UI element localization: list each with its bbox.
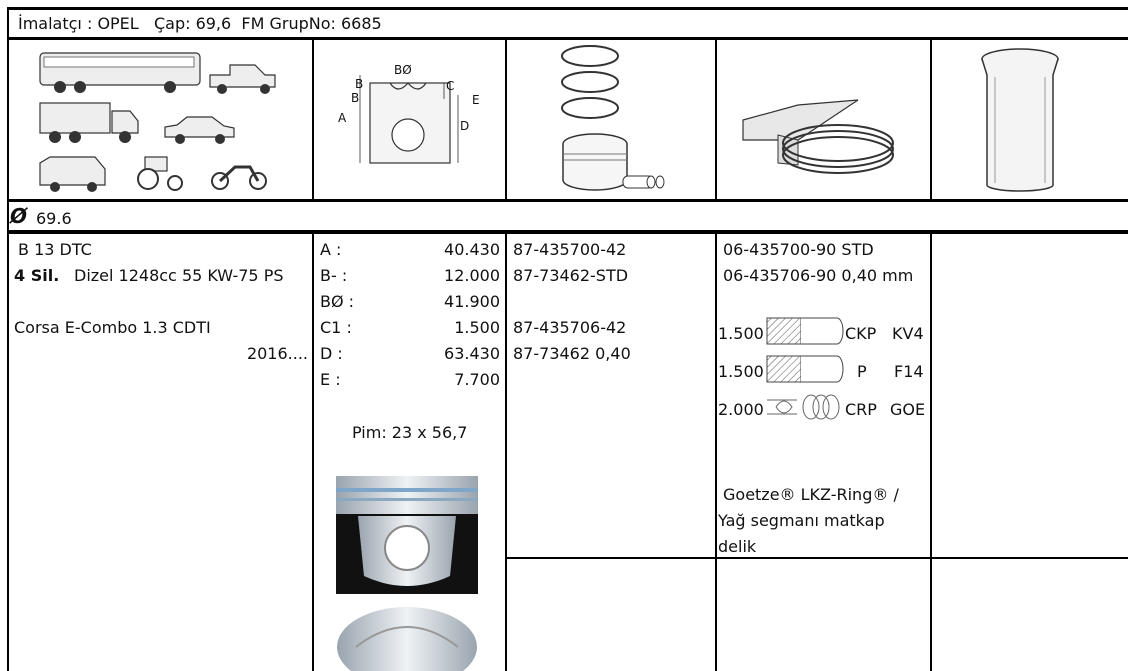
col-line-1b xyxy=(312,232,314,671)
diameter-divider xyxy=(8,230,1128,234)
cylinder-liner-icon xyxy=(965,45,1075,195)
dim-value-bo: 41.900 xyxy=(444,292,500,311)
piston-part-2: 87-73462-STD xyxy=(513,266,629,285)
diagram-label-b: B xyxy=(355,77,364,91)
ring-note-2: Yağ segmanı matkap xyxy=(718,511,885,530)
col-line-1 xyxy=(312,37,314,202)
dim-value-d: 63.430 xyxy=(444,344,500,363)
cylinder-count: 4 Sil. xyxy=(14,266,60,285)
ring-part-1: 06-435700-90 STD xyxy=(723,240,874,259)
col-line-3 xyxy=(715,37,717,202)
ring-type-1: CKP xyxy=(845,324,877,343)
dim-value-a: 40.430 xyxy=(444,240,500,259)
piston-photo xyxy=(336,472,478,671)
engine-description: Dizel 1248cc 55 KW-75 PS xyxy=(74,266,284,285)
header-divider xyxy=(8,37,1128,40)
piston-rings-icon xyxy=(545,42,675,197)
ring-type-3: CRP xyxy=(845,400,877,419)
dim-label-e: E : xyxy=(320,370,341,389)
ring-note-1: Goetze® LKZ-Ring® / xyxy=(723,485,899,504)
ring-code-1: KV4 xyxy=(892,324,924,343)
ring-part-2: 06-435706-90 0,40 mm xyxy=(723,266,914,285)
dim-label-a: A : xyxy=(320,240,342,259)
diagram-label-b2: B xyxy=(351,91,360,105)
piston-part-3: 87-435706-42 xyxy=(513,318,627,337)
vehicle-model: Corsa E-Combo 1.3 CDTI xyxy=(14,318,211,337)
diagram-label-d: D xyxy=(460,119,470,133)
ring-code-2: F14 xyxy=(894,362,924,381)
col-line-3b xyxy=(715,232,717,671)
ring-note-3: delik xyxy=(718,537,757,556)
diagram-label-e: E xyxy=(472,93,480,107)
lower-divider xyxy=(506,557,1128,559)
ring-type-2: P xyxy=(857,362,867,381)
dim-value-c1: 1.500 xyxy=(454,318,500,337)
engine-code: B 13 DTC xyxy=(18,240,92,259)
dim-label-c1: C1 : xyxy=(320,318,352,337)
col-line-2b xyxy=(505,232,507,671)
pin-size: Pim: 23 x 56,7 xyxy=(352,423,468,442)
dim-value-e: 7.700 xyxy=(454,370,500,389)
top-border xyxy=(8,7,1128,10)
diagram-label-bo: BØ xyxy=(394,63,412,77)
model-year: 2016.... xyxy=(246,344,308,363)
diagram-label-c: C xyxy=(446,79,455,93)
ring-profile-1-icon xyxy=(766,316,846,346)
icons-divider xyxy=(8,199,1128,202)
col-line-4b xyxy=(930,232,932,671)
col-line-2 xyxy=(505,37,507,202)
vehicle-types-icon xyxy=(30,45,290,195)
dim-label-bo: BØ : xyxy=(320,292,355,311)
ring-width-3: 2.000 xyxy=(718,400,764,419)
ring-profile-2-icon xyxy=(766,354,846,384)
ring-width-1: 1.500 xyxy=(718,324,764,343)
diagram-label-a: A xyxy=(338,111,347,125)
dim-label-d: D : xyxy=(320,344,343,363)
header-title: İmalatçı : OPEL Çap: 69,6 FM GrupNo: 6685 xyxy=(18,14,382,33)
diameter-value: 69.6 xyxy=(36,209,72,228)
ring-code-3: GOE xyxy=(890,400,926,419)
col-line-4 xyxy=(930,37,932,202)
ring-set-box-icon xyxy=(738,95,913,180)
piston-part-4: 87-73462 0,40 xyxy=(513,344,631,363)
ring-profile-3-icon xyxy=(766,392,846,422)
diameter-symbol: Ø xyxy=(10,204,28,228)
dim-value-b: 12.000 xyxy=(444,266,500,285)
dim-label-b: B- : xyxy=(320,266,348,285)
piston-part-1: 87-435700-42 xyxy=(513,240,627,259)
ring-width-2: 1.500 xyxy=(718,362,764,381)
left-border xyxy=(7,7,9,671)
